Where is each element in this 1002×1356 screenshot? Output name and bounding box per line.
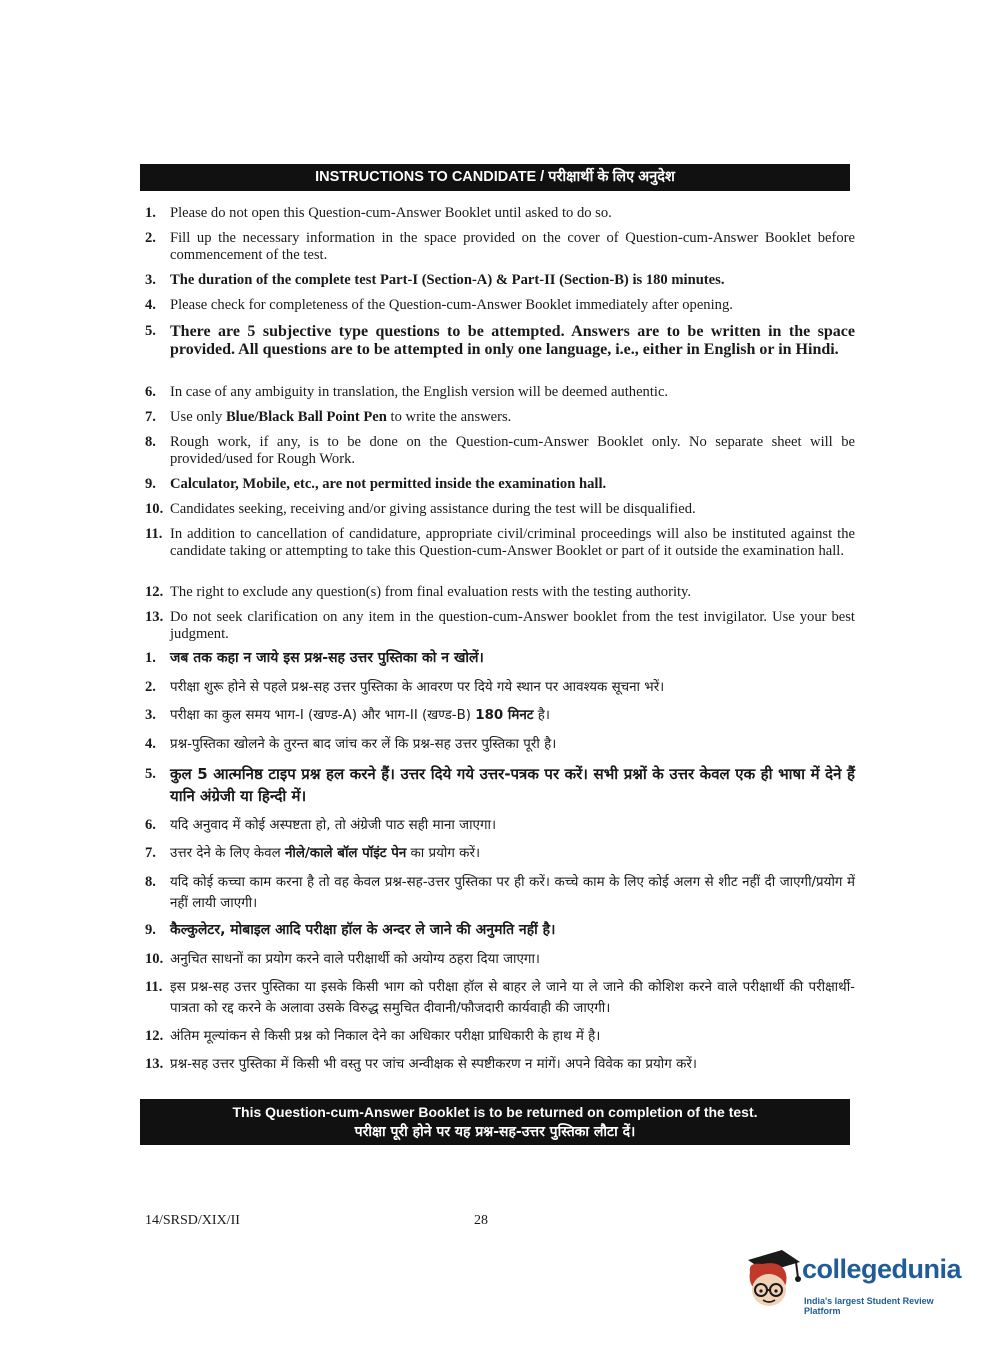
english-instruction-8: 8. Rough work, if any, is to be done on the Question-cum-Answer Booklet only. No separate sheet will be provided/used for Rough Work. <box>145 434 855 467</box>
graduate-mascot-icon <box>742 1248 802 1312</box>
instructions-header <box>140 164 850 191</box>
english-instruction-3: 3. The duration of the complete test Part-I (Section-A) & Part-II (Section-B) is 180 minutes. <box>145 272 725 288</box>
english-instruction-10: 10. Candidates seeking, receiving and/or giving assistance during the test will be disqualified. <box>145 501 696 517</box>
hindi-instruction-8: 8. यदि कोई कच्चा काम करना है तो वह केवल प्रश्न-सह-उत्तर पुस्तिका पर ही करें। कच्चे काम के लिए कोई अलग से शीट नहीं दी जाएगी/प्रयोग में नहीं लायी जाएगी। <box>145 874 855 911</box>
return-booklet-banner <box>140 1099 850 1145</box>
return-booklet-hindi: परीक्षा पूरी होने पर यह प्रश्न-सह-उत्तर पुस्तिका लौटा दें। <box>354 1124 636 1140</box>
booklet-code: 14/SRSD/XIX/II <box>145 1213 240 1228</box>
english-instruction-1: 1. Please do not open this Question-cum-Answer Booklet until asked to do so. <box>145 205 612 221</box>
logo-tagline: India's largest Student Review Platform <box>804 1296 934 1316</box>
hindi-instruction-3: 3. परीक्षा का कुल समय भाग-I (खण्ड-A) और भाग-II (खण्ड-B) 180 मिनट है। <box>145 707 550 723</box>
english-instruction-5: 5. There are 5 subjective type questions to be attempted. Answers are to be written in the space provided. All questions are to be attempted in only one language, i.e., either in English or in Hindi. <box>145 323 855 358</box>
hindi-instruction-12: 12. अंतिम मूल्यांकन से किसी प्रश्न को निकाल देने का अधिकार परीक्षा प्राधिकारी के हाथ में है। <box>145 1028 601 1044</box>
pen-emphasis-hindi: नीले/काले बॉल पॉइंट पेन <box>284 846 407 861</box>
pen-emphasis: Blue/Black Ball Point Pen <box>225 409 387 425</box>
english-instruction-13: 13. Do not seek clarification on any item in the question-cum-Answer booklet from the test invigilator. Use your best judgment. <box>145 609 855 642</box>
english-instruction-4: 4. Please check for completeness of the Question-cum-Answer Booklet immediately after opening. <box>145 297 733 313</box>
hindi-instruction-2: 2. परीक्षा शुरू होने से पहले प्रश्न-सह उत्तर पुस्तिका के आवरण पर दिये गये स्थान पर आवश्यक सूचना भरें। <box>145 679 665 695</box>
hindi-instruction-9: 9. कैल्कुलेटर, मोबाइल आदि परीक्षा हॉल के अन्दर ले जाने की अनुमति नहीं है। <box>145 922 556 938</box>
hindi-instruction-6: 6. यदि अनुवाद में कोई अस्पष्टता हो, तो अंग्रेजी पाठ सही माना जाएगा। <box>145 817 497 833</box>
hindi-instruction-4: 4. प्रश्न-पुस्तिका खोलने के तुरन्त बाद जांच कर लें कि प्रश्न-सह उत्तर पुस्तिका पूरी है। <box>145 736 557 752</box>
page-number: 28 <box>474 1213 488 1228</box>
duration-emphasis: 180 मिनट <box>475 708 534 723</box>
english-instruction-6: 6. In case of any ambiguity in translation, the English version will be deemed authentic. <box>145 384 669 400</box>
english-instruction-7: 7. Use only Blue/Black Ball Point Pen to write the answers. <box>145 409 512 425</box>
hindi-instruction-7: 7. उत्तर देने के लिए केवल नीले/काले बॉल पॉइंट पेन का प्रयोग करें। <box>145 845 481 861</box>
hindi-instruction-1: 1. जब तक कहा न जाये इस प्रश्न-सह उत्तर पुस्तिका को न खोलें। <box>145 650 484 666</box>
hindi-instruction-10: 10. अनुचित साधनों का प्रयोग करने वाले परीक्षार्थी को अयोग्य ठहरा दिया जाएगा। <box>145 951 541 967</box>
english-instruction-9: 9. Calculator, Mobile, etc., are not permitted inside the examination hall. <box>145 476 607 492</box>
collegedunia-logo <box>742 1248 970 1314</box>
logo-wordmark: collegedunia <box>802 1254 962 1284</box>
header-title: INSTRUCTIONS TO CANDIDATE / परीक्षार्थी के लिए अनुदेश <box>315 169 675 185</box>
hindi-instruction-13: 13. प्रश्न-सह उत्तर पुस्तिका में किसी भी वस्तु पर जांच अन्वीक्षक से स्पष्टीकरण न मांगें। अपने विवेक का प्रयोग करें। <box>145 1056 697 1072</box>
return-booklet-english: This Question-cum-Answer Booklet is to be returned on completion of the test. <box>232 1104 758 1120</box>
hindi-instruction-5: 5. कुल 5 आत्मनिष्ठ टाइप प्रश्न हल करने हैं। उत्तर दिये गये उत्तर-पत्रक पर करें। सभी प्रश्नों के उत्तर केवल एक ही भाषा में देने हैं यानि अंग्रेजी या हिन्दी में। <box>145 765 855 805</box>
english-instruction-2: 2. Fill up the necessary information in the space provided on the cover of Question-cum-Answer Booklet before commencement of the test. <box>145 230 855 263</box>
english-instruction-11: 11. In addition to cancellation of candidature, appropriate civil/criminal proceedings will also be instituted against the candidate taking or attempting to take this Question-cum-Answer Booklet or part of it outside the examination hall. <box>145 526 855 559</box>
english-instruction-12: 12. The right to exclude any question(s) from final evaluation rests with the testing authority. <box>145 584 692 600</box>
hindi-instruction-11: 11. इस प्रश्न-सह उत्तर पुस्तिका या इसके किसी भाग को परीक्षा हॉल से बाहर ले जाने या ले जाने की कोशिश करने वाले परीक्षार्थी की परीक्षार्थी-पात्रता को रद्द करने के अलावा उसके विरुद्ध समुचित दीवानी/फौजदारी कार्यवाही की जाएगी। <box>145 979 855 1016</box>
